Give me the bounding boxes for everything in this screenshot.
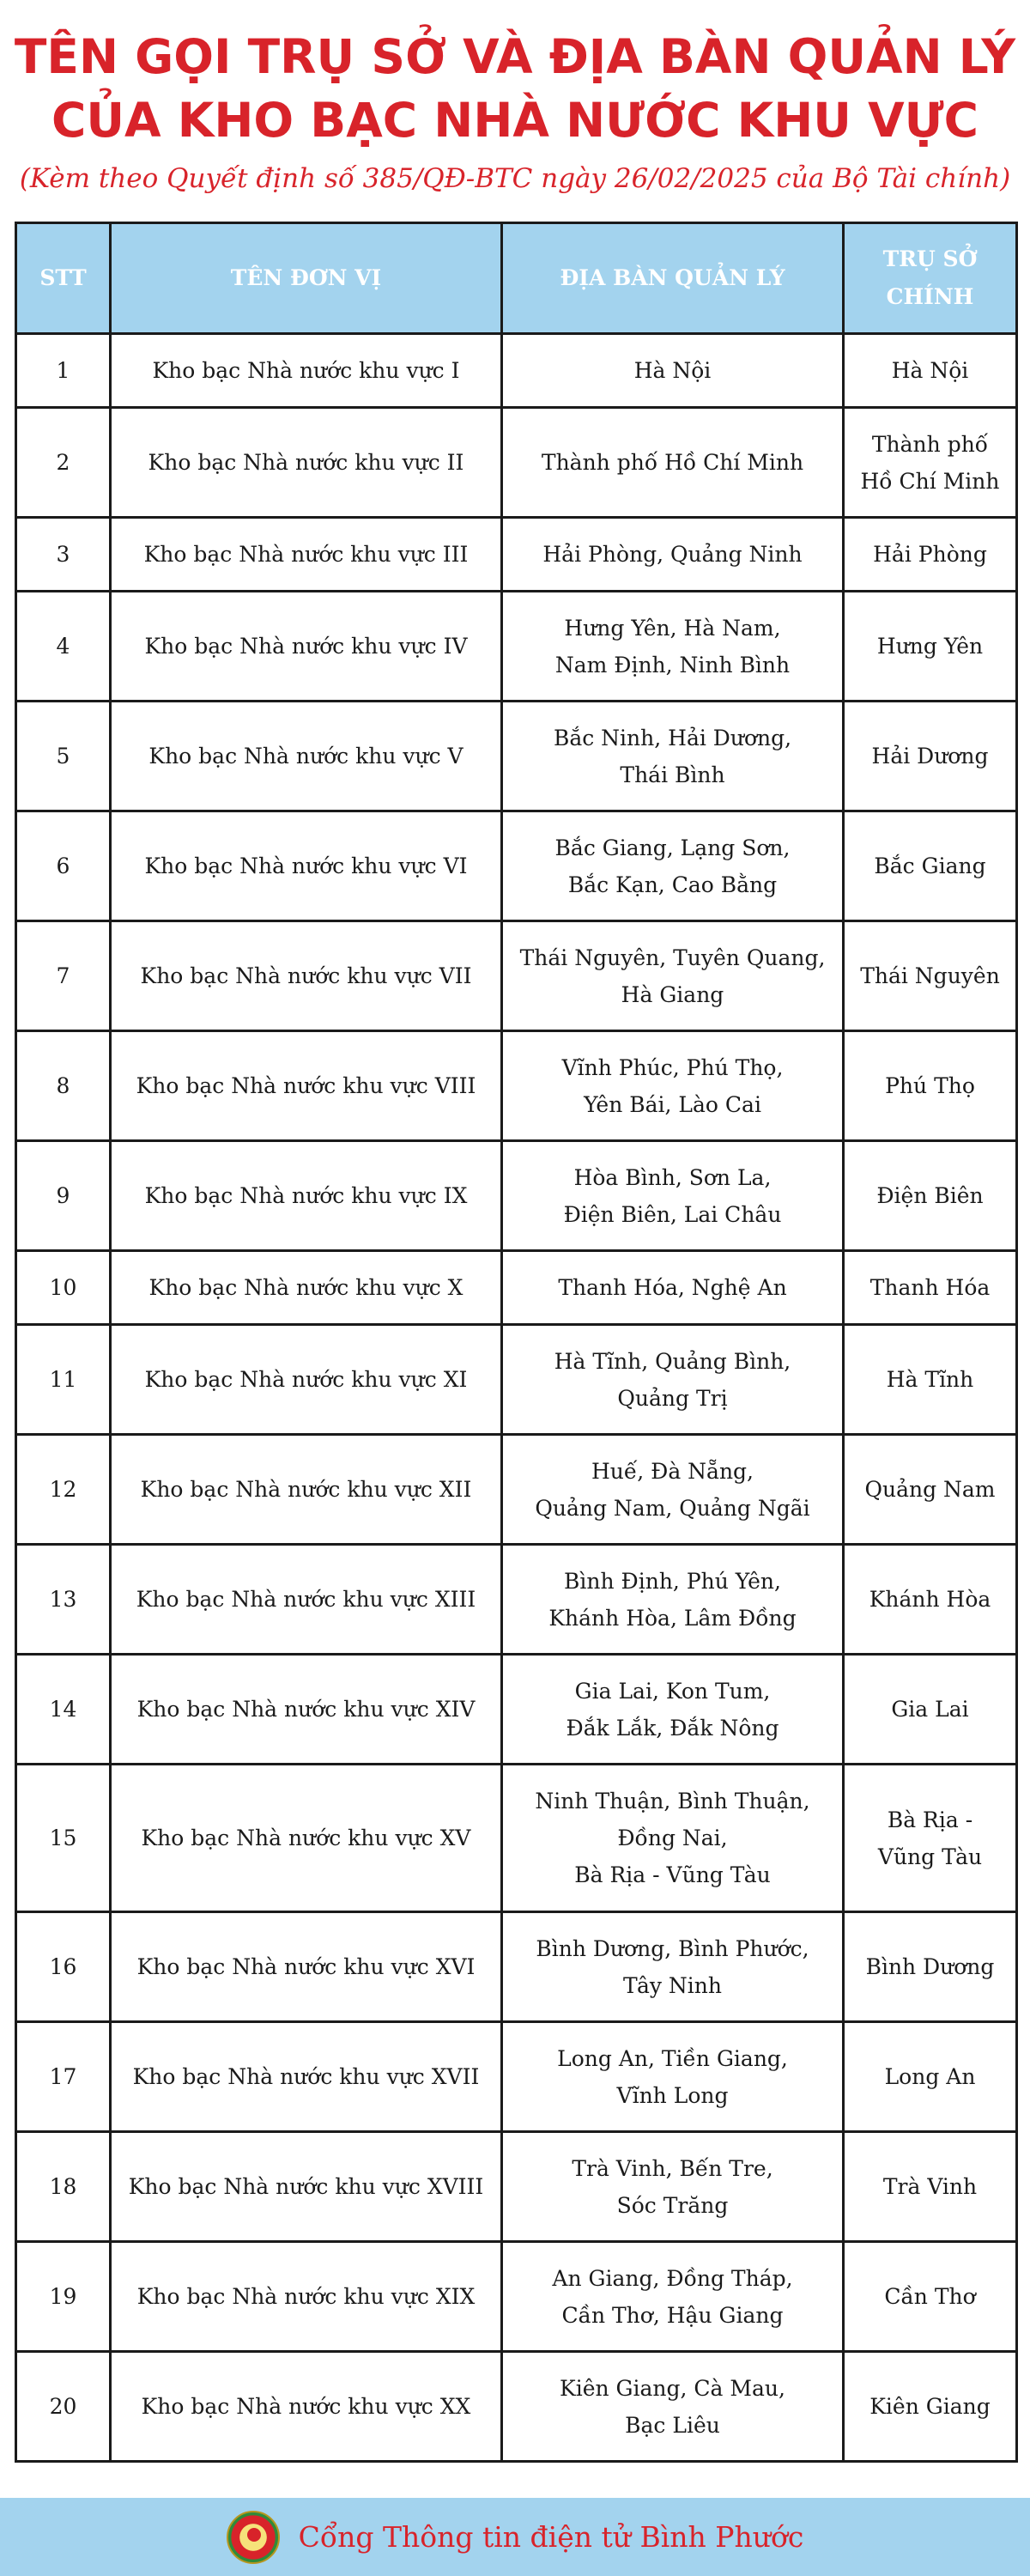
row-unit-name: Kho bạc Nhà nước khu vực IV bbox=[111, 592, 502, 702]
row-headquarters bbox=[844, 921, 1017, 1031]
row-managed-area-line: Tây Ninh bbox=[622, 1972, 722, 1998]
table-row bbox=[16, 2242, 1017, 2352]
row-headquarters bbox=[844, 1545, 1017, 1655]
row-managed-area-line: Bạc Liêu bbox=[625, 2412, 720, 2438]
row-unit-name: Kho bạc Nhà nước khu vực XVIII bbox=[111, 2132, 502, 2242]
footer-portal-name: Cổng Thông tin điện tử Bình Phước bbox=[298, 2520, 804, 2554]
table-row bbox=[16, 1545, 1017, 1655]
row-managed-area-line: Đắk Lắk, Đắk Nông bbox=[566, 1715, 779, 1741]
row-stt: 13 bbox=[16, 1545, 111, 1655]
row-managed-area-line: Quảng Nam, Quảng Ngãi bbox=[535, 1495, 810, 1521]
row-stt: 20 bbox=[16, 2352, 111, 2462]
table-row bbox=[16, 811, 1017, 921]
row-stt: 3 bbox=[16, 518, 111, 592]
row-managed-area-line: Thanh Hóa, Nghệ An bbox=[558, 1275, 787, 1300]
row-unit-name: Kho bạc Nhà nước khu vực XX bbox=[111, 2352, 502, 2462]
row-headquarters bbox=[844, 1325, 1017, 1435]
row-stt: 2 bbox=[16, 408, 111, 518]
row-stt: 19 bbox=[16, 2242, 111, 2352]
table-row bbox=[16, 702, 1017, 811]
row-managed-area-line: Bình Dương, Bình Phước, bbox=[536, 1935, 809, 1961]
row-headquarters-line: Khánh Hòa bbox=[869, 1587, 991, 1612]
row-managed-area-line: Bình Định, Phú Yên, bbox=[564, 1568, 781, 1594]
row-headquarters bbox=[844, 2022, 1017, 2132]
row-managed-area bbox=[502, 1912, 844, 2022]
row-headquarters-line: Cần Thơ bbox=[884, 2284, 976, 2309]
table-body bbox=[16, 334, 1017, 2462]
column-header-hq-line: CHÍNH bbox=[886, 284, 974, 309]
row-headquarters bbox=[844, 1912, 1017, 2022]
row-unit-name: Kho bạc Nhà nước khu vực VII bbox=[111, 921, 502, 1031]
row-unit-name: Kho bạc Nhà nước khu vực VIII bbox=[111, 1031, 502, 1141]
row-headquarters bbox=[844, 1141, 1017, 1251]
row-managed-area-line: Hải Phòng, Quảng Ninh bbox=[542, 542, 803, 567]
row-managed-area-line: Sóc Trăng bbox=[616, 2192, 729, 2218]
row-stt: 18 bbox=[16, 2132, 111, 2242]
row-managed-area-line: Hà Tĩnh, Quảng Bình, bbox=[554, 1348, 791, 1374]
row-headquarters-line: Trà Vinh bbox=[882, 2174, 978, 2199]
column-header-hq-line: TRỤ SỞ bbox=[882, 246, 978, 271]
row-managed-area bbox=[502, 1435, 844, 1545]
row-headquarters-line: Bà Rịa - bbox=[887, 1807, 973, 1832]
table-row bbox=[16, 1031, 1017, 1141]
binh-phuoc-emblem-icon bbox=[227, 2511, 280, 2564]
row-managed-area-line: Hà Nội bbox=[633, 358, 712, 383]
row-unit-name: Kho bạc Nhà nước khu vực IX bbox=[111, 1141, 502, 1251]
row-stt: 14 bbox=[16, 1655, 111, 1765]
row-headquarters-line: Bắc Giang bbox=[874, 854, 986, 878]
table-row bbox=[16, 921, 1017, 1031]
row-stt: 8 bbox=[16, 1031, 111, 1141]
row-unit-name: Kho bạc Nhà nước khu vực V bbox=[111, 702, 502, 811]
row-unit-name: Kho bạc Nhà nước khu vực II bbox=[111, 408, 502, 518]
row-managed-area bbox=[502, 1545, 844, 1655]
row-managed-area bbox=[502, 1325, 844, 1435]
row-managed-area bbox=[502, 921, 844, 1031]
row-headquarters-line: Hà Tĩnh bbox=[886, 1367, 974, 1392]
row-unit-name: Kho bạc Nhà nước khu vực X bbox=[111, 1251, 502, 1325]
row-unit-name: Kho bạc Nhà nước khu vực XIV bbox=[111, 1655, 502, 1765]
row-managed-area bbox=[502, 2352, 844, 2462]
row-managed-area bbox=[502, 1655, 844, 1765]
row-headquarters-line: Vũng Tàu bbox=[877, 1844, 983, 1869]
row-stt: 16 bbox=[16, 1912, 111, 2022]
row-managed-area-line: Trà Vinh, Bến Tre, bbox=[572, 2155, 773, 2181]
row-managed-area-line: Nam Định, Ninh Bình bbox=[554, 652, 791, 677]
table-row bbox=[16, 334, 1017, 408]
row-stt: 11 bbox=[16, 1325, 111, 1435]
row-headquarters-line: Bình Dương bbox=[865, 1954, 995, 1979]
row-headquarters-line: Long An bbox=[884, 2064, 976, 2089]
row-stt: 10 bbox=[16, 1251, 111, 1325]
row-managed-area-line: Điện Biên, Lai Châu bbox=[563, 1201, 782, 1227]
row-headquarters-line: Thành phố bbox=[871, 431, 989, 457]
row-managed-area-line: Đồng Nai, bbox=[617, 1826, 728, 1850]
row-managed-area bbox=[502, 334, 844, 408]
page-subtitle: (Kèm theo Quyết định số 385/QĐ-BTC ngày 26/02/2025 của Bộ Tài chính) bbox=[19, 163, 1011, 194]
row-headquarters-line: Hồ Chí Minh bbox=[860, 468, 1000, 494]
row-headquarters bbox=[844, 1251, 1017, 1325]
row-unit-name: Kho bạc Nhà nước khu vực XI bbox=[111, 1325, 502, 1435]
row-managed-area bbox=[502, 1251, 844, 1325]
column-header-unit: TÊN ĐƠN VỊ bbox=[111, 223, 502, 334]
row-headquarters bbox=[844, 518, 1017, 592]
table-row bbox=[16, 408, 1017, 518]
row-unit-name: Kho bạc Nhà nước khu vực I bbox=[111, 334, 502, 408]
row-managed-area-line: Huế, Đà Nẵng, bbox=[591, 1458, 754, 1484]
row-headquarters bbox=[844, 408, 1017, 518]
row-managed-area-line: Bắc Kạn, Cao Bằng bbox=[567, 872, 778, 897]
row-managed-area-line: Bà Rịa - Vũng Tàu bbox=[574, 1862, 771, 1887]
table-row bbox=[16, 1141, 1017, 1251]
row-headquarters bbox=[844, 702, 1017, 811]
row-headquarters-line: Hải Dương bbox=[871, 744, 989, 769]
column-header-stt: STT bbox=[16, 223, 111, 334]
row-headquarters bbox=[844, 2132, 1017, 2242]
row-unit-name: Kho bạc Nhà nước khu vực XV bbox=[111, 1765, 502, 1912]
row-headquarters-line: Điện Biên bbox=[876, 1183, 984, 1208]
row-headquarters-line: Hà Nội bbox=[891, 358, 969, 383]
row-managed-area-line: Vĩnh Phúc, Phú Thọ, bbox=[561, 1054, 784, 1080]
row-managed-area-line: Ninh Thuận, Bình Thuận, bbox=[535, 1789, 810, 1814]
row-headquarters-line: Phú Thọ bbox=[885, 1073, 975, 1098]
row-managed-area-line: Hòa Bình, Sơn La, bbox=[573, 1164, 772, 1190]
row-headquarters-line: Thái Nguyên bbox=[860, 963, 1000, 988]
row-headquarters-line: Hải Phòng bbox=[873, 542, 987, 567]
row-managed-area bbox=[502, 702, 844, 811]
table-row bbox=[16, 1325, 1017, 1435]
row-managed-area bbox=[502, 1765, 844, 1912]
row-headquarters-line: Quảng Nam bbox=[864, 1477, 996, 1502]
row-managed-area bbox=[502, 2132, 844, 2242]
row-managed-area-line: Vĩnh Long bbox=[616, 2082, 729, 2108]
row-headquarters-line: Hưng Yên bbox=[876, 634, 984, 659]
table-row bbox=[16, 592, 1017, 702]
row-stt: 1 bbox=[16, 334, 111, 408]
row-unit-name: Kho bạc Nhà nước khu vực III bbox=[111, 518, 502, 592]
row-managed-area bbox=[502, 1141, 844, 1251]
table-row bbox=[16, 2352, 1017, 2462]
treasury-table bbox=[15, 222, 1018, 2463]
row-managed-area-line: Thái Nguyên, Tuyên Quang, bbox=[519, 945, 826, 970]
column-header-hq bbox=[844, 223, 1017, 334]
row-managed-area-line: Yên Bái, Lào Cai bbox=[584, 1091, 761, 1117]
row-managed-area-line: Bắc Giang, Lạng Sơn, bbox=[554, 835, 791, 860]
table-row bbox=[16, 1765, 1017, 1912]
row-unit-name: Kho bạc Nhà nước khu vực XVI bbox=[111, 1912, 502, 2022]
row-headquarters-line: Kiên Giang bbox=[869, 2394, 991, 2419]
footer-bar bbox=[0, 2498, 1030, 2576]
row-headquarters bbox=[844, 334, 1017, 408]
row-managed-area-line: Kiên Giang, Cà Mau, bbox=[560, 2375, 785, 2401]
column-header-area: ĐỊA BÀN QUẢN LÝ bbox=[502, 223, 844, 334]
row-stt: 12 bbox=[16, 1435, 111, 1545]
row-managed-area bbox=[502, 1031, 844, 1141]
row-managed-area-line: Quảng Trị bbox=[617, 1385, 728, 1411]
table-row bbox=[16, 1251, 1017, 1325]
row-unit-name: Kho bạc Nhà nước khu vực XII bbox=[111, 1435, 502, 1545]
row-headquarters bbox=[844, 1655, 1017, 1765]
row-managed-area-line: Cần Thơ, Hậu Giang bbox=[561, 2302, 784, 2328]
table-row bbox=[16, 1655, 1017, 1765]
row-managed-area-line: Long An, Tiền Giang, bbox=[557, 2045, 788, 2071]
table-header-row bbox=[16, 223, 1017, 334]
row-stt: 9 bbox=[16, 1141, 111, 1251]
table-row bbox=[16, 1912, 1017, 2022]
row-headquarters bbox=[844, 592, 1017, 702]
row-stt: 5 bbox=[16, 702, 111, 811]
row-managed-area-line: Hà Giang bbox=[621, 981, 724, 1007]
row-stt: 4 bbox=[16, 592, 111, 702]
page-title-line-1: TÊN GỌI TRỤ SỞ VÀ ĐỊA BÀN QUẢN LÝ bbox=[14, 29, 1016, 84]
row-managed-area-line: Thành phố Hồ Chí Minh bbox=[541, 450, 804, 475]
row-managed-area-line: Thái Bình bbox=[620, 762, 725, 787]
row-headquarters bbox=[844, 1765, 1017, 1912]
row-headquarters-line: Gia Lai bbox=[891, 1697, 969, 1722]
row-managed-area bbox=[502, 2022, 844, 2132]
row-managed-area bbox=[502, 2242, 844, 2352]
table-row bbox=[16, 1435, 1017, 1545]
row-headquarters bbox=[844, 2242, 1017, 2352]
row-managed-area-line: Khánh Hòa, Lâm Đồng bbox=[548, 1605, 797, 1631]
row-unit-name: Kho bạc Nhà nước khu vực XIII bbox=[111, 1545, 502, 1655]
row-headquarters-line: Thanh Hóa bbox=[869, 1275, 991, 1300]
row-stt: 15 bbox=[16, 1765, 111, 1912]
table-row bbox=[16, 2022, 1017, 2132]
row-unit-name: Kho bạc Nhà nước khu vực XVII bbox=[111, 2022, 502, 2132]
row-stt: 7 bbox=[16, 921, 111, 1031]
row-headquarters bbox=[844, 1031, 1017, 1141]
row-managed-area-line: Hưng Yên, Hà Nam, bbox=[564, 615, 781, 641]
row-stt: 6 bbox=[16, 811, 111, 921]
row-managed-area bbox=[502, 518, 844, 592]
row-headquarters bbox=[844, 811, 1017, 921]
row-headquarters bbox=[844, 2352, 1017, 2462]
row-unit-name: Kho bạc Nhà nước khu vực XIX bbox=[111, 2242, 502, 2352]
row-unit-name: Kho bạc Nhà nước khu vực VI bbox=[111, 811, 502, 921]
row-managed-area bbox=[502, 592, 844, 702]
row-managed-area bbox=[502, 811, 844, 921]
row-managed-area bbox=[502, 408, 844, 518]
row-managed-area-line: Gia Lai, Kon Tum, bbox=[574, 1678, 771, 1704]
row-managed-area-line: An Giang, Đồng Tháp, bbox=[552, 2265, 793, 2291]
row-managed-area-line: Bắc Ninh, Hải Dương, bbox=[553, 725, 792, 750]
page-title-line-2: CỦA KHO BẠC NHÀ NƯỚC KHU VỰC bbox=[52, 93, 978, 148]
table-row bbox=[16, 518, 1017, 592]
row-headquarters bbox=[844, 1435, 1017, 1545]
table-row bbox=[16, 2132, 1017, 2242]
row-stt: 17 bbox=[16, 2022, 111, 2132]
